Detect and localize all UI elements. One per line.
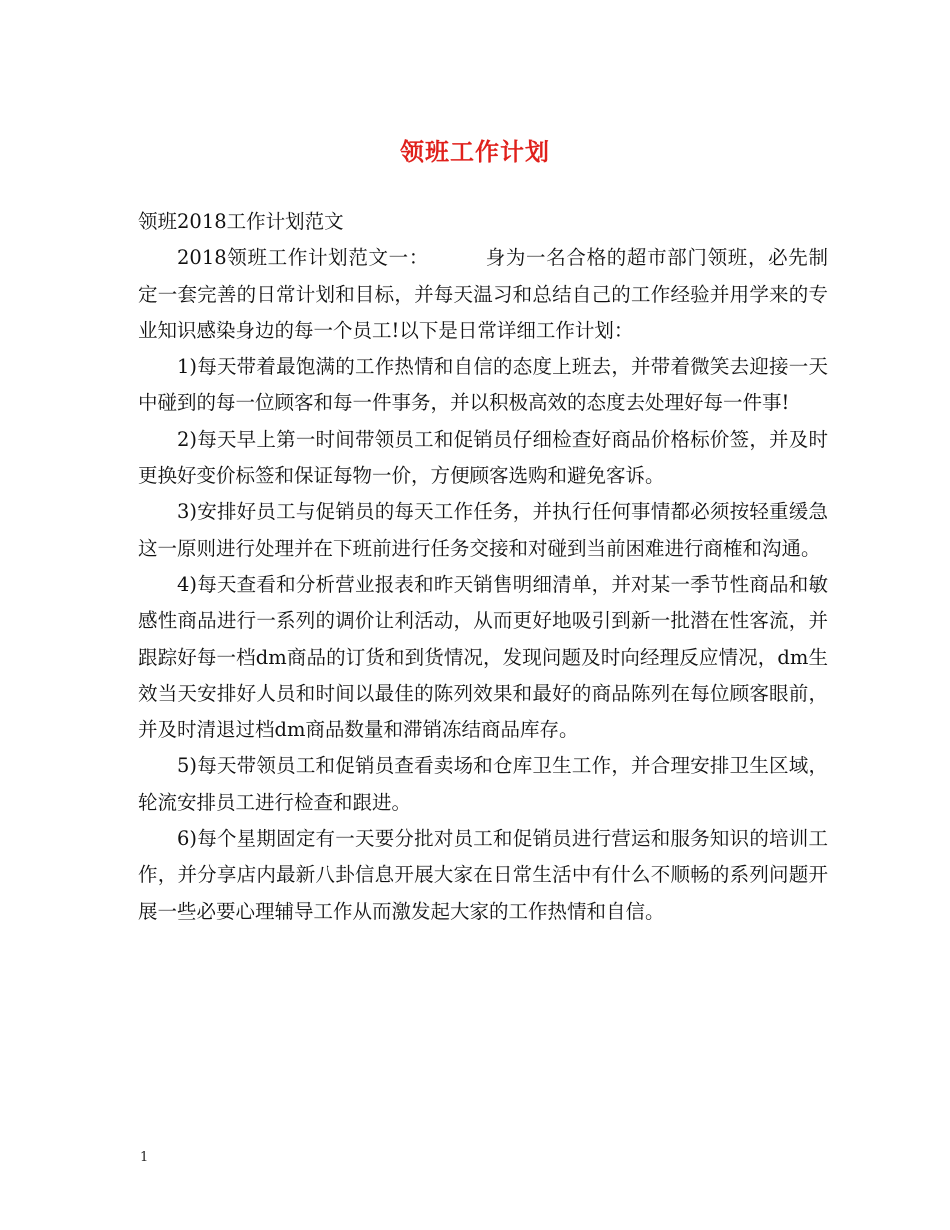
- plan-item-4: 4)每天查看和分析营业报表和昨天销售明细清单，并对某一季节性商品和敏感性商品进行一系列的调价让利活动，从而更好地吸引到新一批潜在性客流，并跟踪好每一档dm商品的订货和到货情况，发现问题及时向经理反应情况，dm生效当天安排好人员和时间以最佳的陈列效果和最好的商品陈列在每位顾客眼前，并及时清退过档dm商品数量和滞销冻结商品库存。: [138, 572, 828, 742]
- plan-item-3: 3)安排好员工与促销员的每天工作任务，并执行任何事情都必须按轻重缓急这一原则进行处理并在下班前进行任务交接和对碰到当前困难进行商榷和沟通。: [138, 500, 828, 560]
- plan-item-6: 6)每个星期固定有一天要分批对员工和促销员进行营运和服务知识的培训工作，并分享店内最新八卦信息开展大家在日常生活中有什么不顺畅的系列问题开展一些必要心理辅导工作从而激发起大家的工作热情和自信。: [138, 827, 828, 923]
- document-subtitle: 领班2018工作计划范文: [138, 210, 344, 233]
- document-body: [138, 204, 828, 930]
- page-number: 1: [140, 1150, 149, 1165]
- plan-item-2: 2)每天早上第一时间带领员工和促销员仔细检查好商品价格标价签，并及时更换好变价标签和保证每物一价，方便顾客选购和避免客诉。: [138, 427, 828, 488]
- intro-heading: 2018领班工作计划范文一：: [177, 246, 430, 270]
- document-title: 领班工作计划: [400, 137, 550, 166]
- intro-text: 身为一名合格的超市部门领班，必先制定一套完善的日常计划和目标，并每天温习和总结自己的工作经验并用学来的专业知识感染身边的每一个员工!以下是日常详细工作计划：: [138, 246, 828, 342]
- plan-item-5: 5)每天带领员工和促销员查看卖场和仓库卫生工作，并合理安排卫生区域，轮流安排员工进行检查和跟进。: [138, 754, 828, 814]
- plan-item-1: 1)每天带着最饱满的工作热情和自信的态度上班去，并带着微笑去迎接一天中碰到的每一位顾客和每一件事务，并以积极高效的态度去处理好每一件事!: [138, 355, 828, 415]
- intro-paragraph: [138, 240, 828, 349]
